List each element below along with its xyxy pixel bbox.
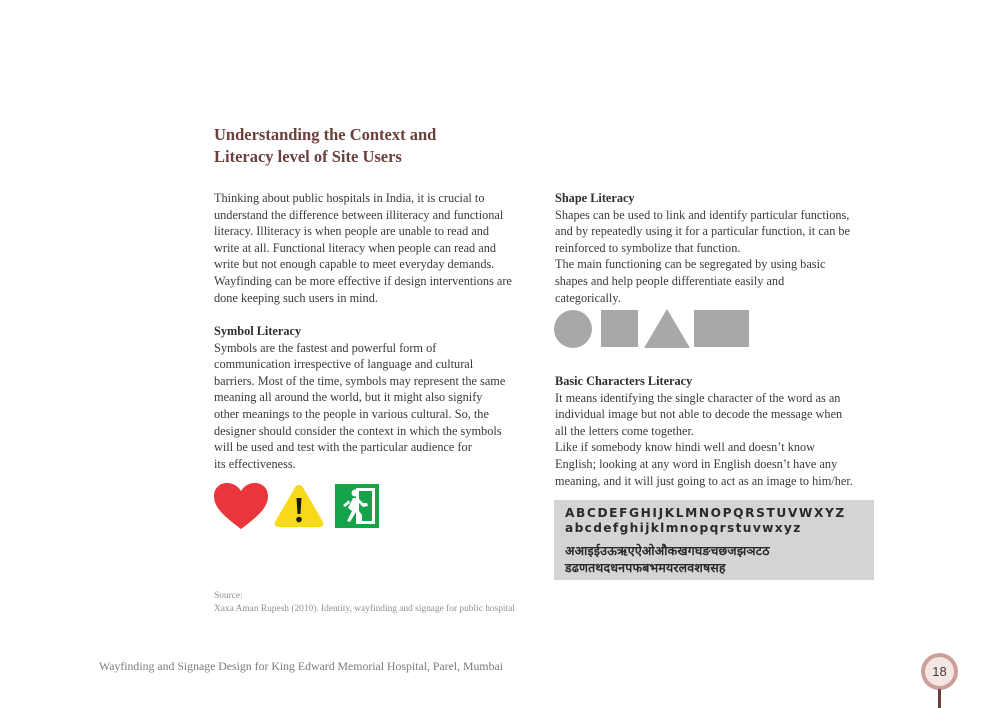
intro-paragraph: [214, 190, 512, 306]
symbol-literacy-line: Symbols are the fastest and powerful form of: [214, 340, 437, 355]
warning-icon: [273, 482, 325, 530]
page-badge-stem: [938, 689, 941, 708]
alphabet-sample-box: [554, 500, 874, 580]
intro-line: Thinking about public hospitals in India, it is crucial to: [214, 191, 485, 205]
basic-characters-line: individual image but not able to decode the message when: [555, 407, 843, 422]
footer-text: Wayfinding and Signage Design for King Edward Memorial Hospital, Parel, Mumbai: [99, 659, 503, 673]
triangle-shape: [644, 309, 690, 348]
circle-shape: [554, 310, 592, 348]
basic-characters-line: English; looking at any word in English doesn’t have any: [555, 456, 838, 471]
emergency-exit-icon: [335, 484, 379, 528]
shape-literacy-section: [555, 190, 850, 306]
basic-characters-line: Like if somebody know hindi well and doesn’t know: [555, 440, 816, 455]
source-label: Source:: [214, 591, 243, 601]
intro-line: write but not enough capable to meet everyday demands.: [214, 257, 495, 272]
symbol-literacy-section: [214, 323, 505, 472]
basic-characters-line: meaning, and it will just going to act as an image to him/her.: [555, 473, 853, 488]
basic-characters-heading: Basic Characters Literacy: [555, 374, 693, 388]
symbol-literacy-line: designer should consider the context in which the symbols: [214, 423, 502, 438]
symbol-literacy-line: communication irrespective of language and cultural: [214, 357, 474, 372]
symbol-literacy-line: other meanings to the people in various cultural. So, the: [214, 406, 489, 421]
basic-characters-section: [555, 373, 853, 489]
shape-literacy-line: and by repeatedly using it for a particular function, it can be: [555, 224, 851, 239]
basic-characters-line: all the letters come together.: [555, 423, 694, 438]
shape-literacy-line: shapes and help people differentiate easily and: [555, 273, 785, 288]
square-shape: [601, 310, 638, 347]
alphabet-uppercase: ABCDEFGHIJKLMNOPQRSTUVWXYZ: [565, 506, 846, 520]
shape-literacy-line: reinforced to symbolize that function.: [555, 240, 741, 255]
alphabet-lowercase: abcdefghijklmnopqrstuvwxyz: [565, 521, 802, 535]
page-title-line-2: Literacy level of Site Users: [214, 147, 402, 166]
intro-line: write at all. Functional literacy when people can read and: [214, 240, 497, 255]
devanagari-line-1: अआइईउऊऋएऐओऔकखगघङचछजझञटठ: [565, 543, 770, 558]
symbol-literacy-line: will be used and test with the particular audience for: [214, 440, 472, 455]
shape-literacy-line: The main functioning can be segregated by using basic: [555, 257, 826, 272]
shape-literacy-line: Shapes can be used to link and identify particular functions,: [555, 207, 850, 222]
intro-line: literacy. Illiteracy is when people are unable to read and: [214, 224, 490, 239]
symbol-literacy-line: barriers. Most of the time, symbols may represent the same: [214, 373, 506, 388]
page-number-badge: [921, 653, 958, 690]
page-title: [214, 124, 544, 168]
symbol-literacy-heading: Symbol Literacy: [214, 324, 302, 338]
page-title-line-1: Understanding the Context and: [214, 125, 437, 144]
shape-literacy-line: categorically.: [555, 290, 621, 305]
devanagari-line-2: डढणतथदधनपफबभमयरलवशषसह: [565, 560, 726, 575]
source-note: [214, 590, 515, 615]
symbol-literacy-line: meaning all around the world, but it might also signify: [214, 390, 483, 405]
basic-characters-line: It means identifying the single character of the word as an: [555, 390, 841, 405]
source-citation: Xaxa Aman Rupesh (2010). Identity, wayfinding and signage for public hospital: [214, 603, 515, 614]
intro-line: understand the difference between illiteracy and functional: [214, 207, 504, 222]
intro-line: done keeping such users in mind.: [214, 290, 378, 305]
shape-literacy-heading: Shape Literacy: [555, 191, 635, 205]
intro-line: Wayfinding can be more effective if design interventions are: [214, 273, 512, 288]
rectangle-shape: [694, 310, 749, 347]
page-number: 18: [925, 657, 954, 686]
heart-icon: [213, 482, 269, 530]
symbol-literacy-line: its effectiveness.: [214, 456, 296, 471]
